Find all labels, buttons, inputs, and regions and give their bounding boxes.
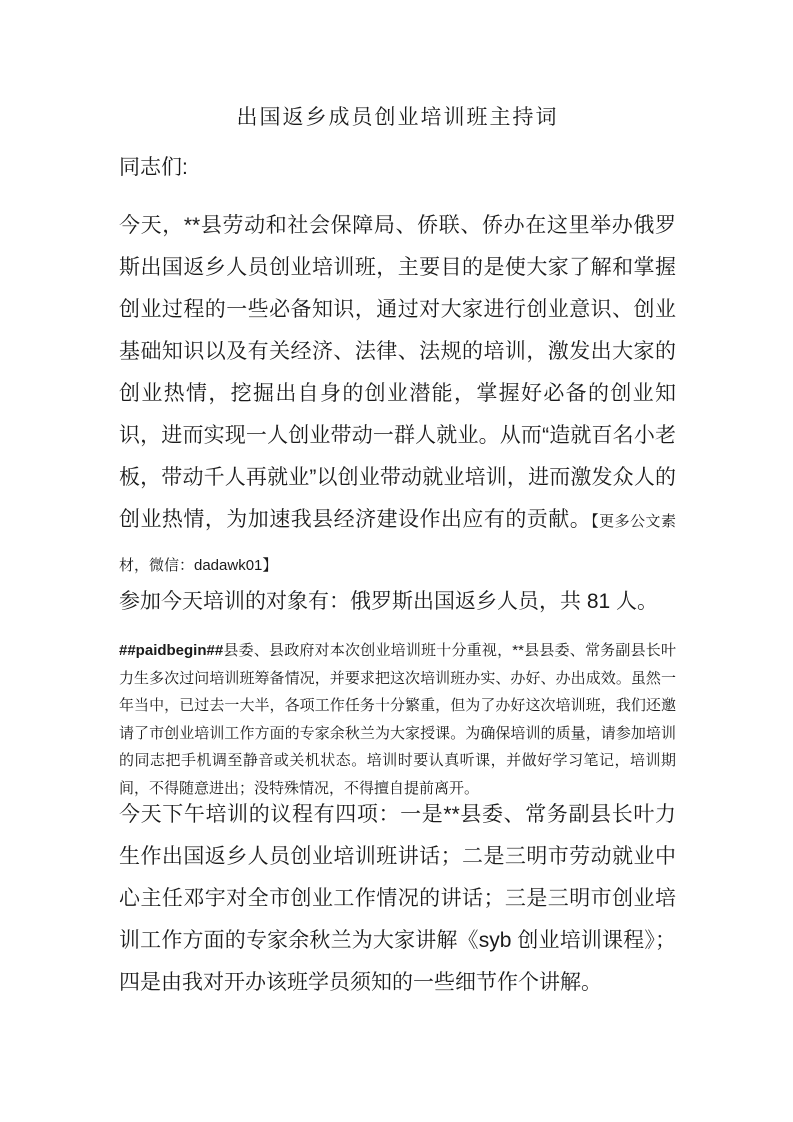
paragraph-preparation-text: 县委、县政府对本次创业培训班十分重视，**县县委、常务副县长叶力生多次过问培训班筹备情况，并要求把这次培训班办实、办好、办出成效。虽然一年当中，已过去一大半，各项工作任务十分繁重，但为了办好这次培训班，我们还邀请了市创业培训工作方面的专家余秋兰为大家授课。为确保培训的质量，请参加培训的同志把手机调至静音或关机状态。培训时要认真听课，并做好学习笔记，培训期间，不得随意进出；没特殊情况，不得擅自提前离开。 (119, 642, 676, 797)
paidbegin-marker: ##paidbegin## (119, 642, 224, 659)
salutation: 同志们: (119, 156, 188, 179)
paragraph-opening (119, 205, 676, 587)
document-title (119, 97, 676, 139)
promo-note: 【更多公文素 材，微信：dadawk01】 (119, 513, 676, 574)
paragraph-agenda: 今天下午培训的议程有四项：一是**县委、常务副县长叶力生作出国返乡人员创业培训班讲话；二是三明市劳动就业中心主任邓宇对全市创业工作情况的讲话；三是三明市创业培训工作方面的专家余秋兰为大家讲解《syb 创业培训课程》；四是由我对开办该班学员须知的一些细节作个讲解。 (119, 803, 676, 994)
paragraph-attendees: 参加今天培训的对象有：俄罗斯出国返乡人员，共 81 人。 (119, 590, 659, 613)
document-title-text: 出国返乡成员创业培训班主持词 (236, 106, 559, 129)
paragraph-opening-text: 今天，**县劳动和社会保障局、侨联、侨办在这里举办俄罗斯出国返乡人员创业培训班，主要目的是使大家了解和掌握创业过程的一些必备知识，通过对大家进行创业意识、创业基础知识以及有关经济、法律、法规的培训，激发出大家的创业热情，挖掘出自身的创业潜能，掌握好必备的创业知识，进而实现一人创业带动一群人就业。从而“造就百名小老板，带动千人再就业”以创业带动就业培训，进而激发众人的创业热情，为加速我县经济建设作出应有的贡献。 (119, 214, 676, 531)
paragraph-preparation (119, 637, 676, 802)
